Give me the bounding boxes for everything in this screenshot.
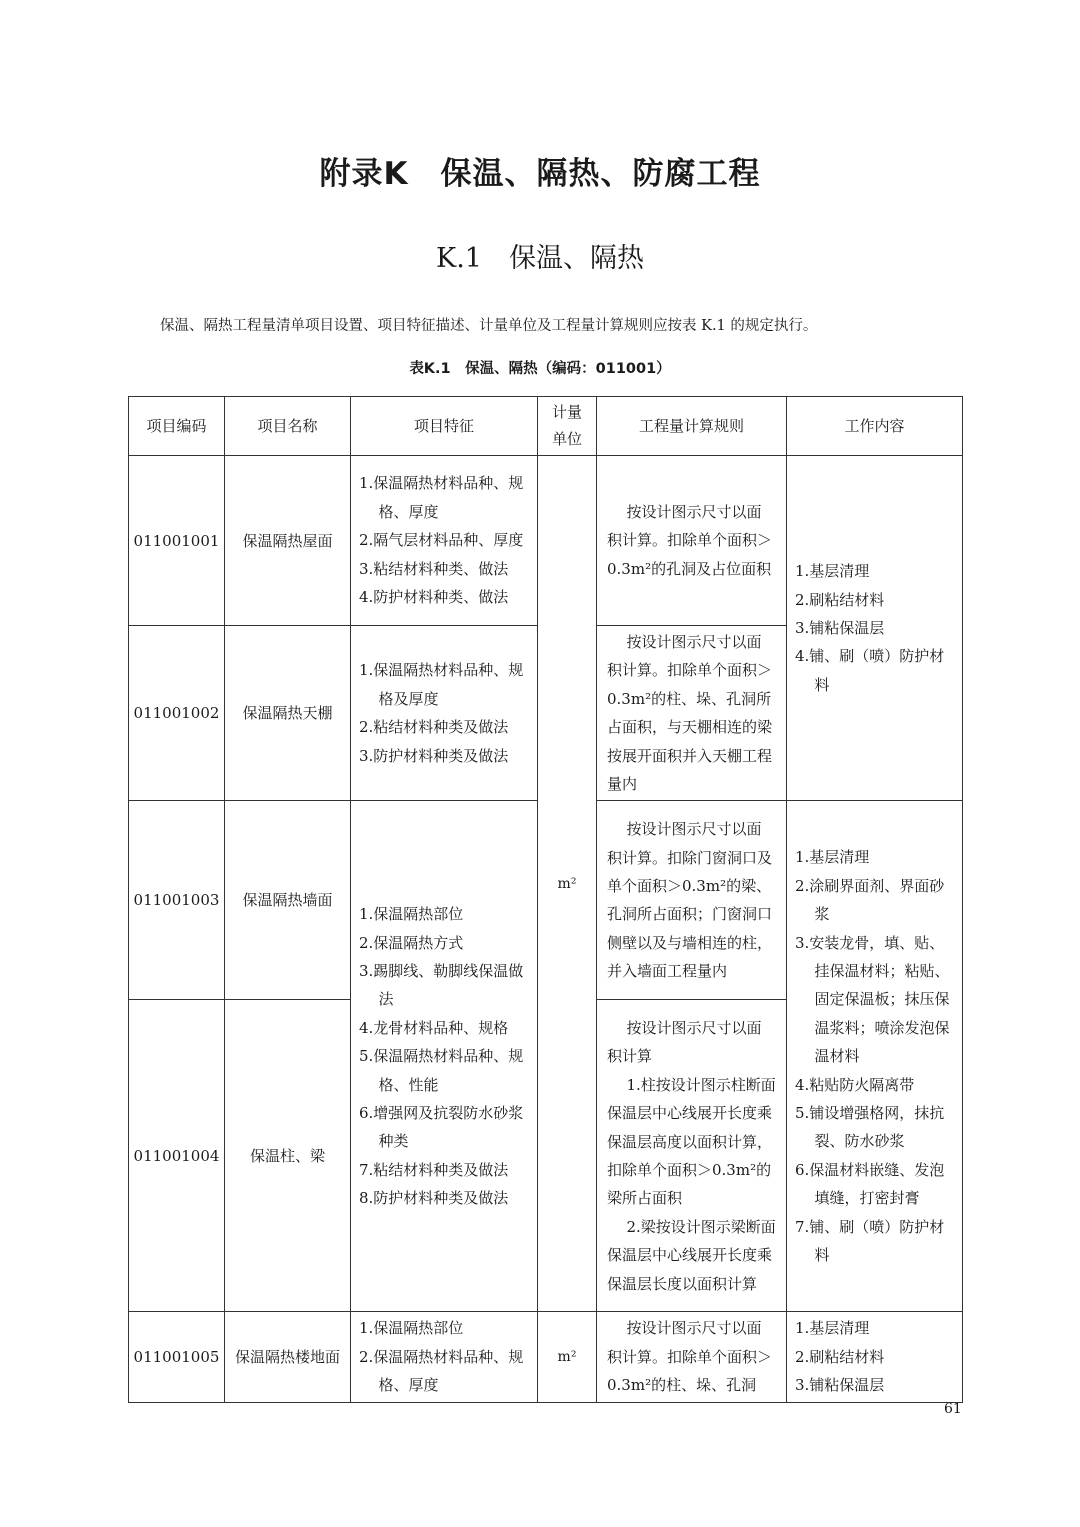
quantity-table [128, 396, 963, 1403]
work-line: 1.基层清理 [795, 848, 870, 867]
item-features [351, 456, 538, 626]
header-unit [538, 397, 597, 456]
feature-line: 1.保温隔热部位 [359, 905, 464, 924]
header-rule: 工程量计算规则 [597, 397, 787, 456]
rule-text: 2.梁按设计图示梁断面保温层中心线展开长度乘保温层长度以面积计算 [607, 1217, 776, 1293]
item-code: 011001001 [129, 456, 225, 626]
unit-cell: m² [538, 456, 597, 1312]
feature-line: 3.粘结材料种类、做法 [359, 559, 509, 578]
work-line: 7.铺、刷（喷）防护材料 [795, 1217, 945, 1265]
feature-line: 6.增强网及抗裂防水砂浆种类 [359, 1104, 524, 1151]
rule-text: 按设计图示尺寸以面积计算。扣除门窗洞口及单个面积＞0.3m²的梁、孔洞所占面积；门窗洞口侧壁以及与墙相连的柱，并入墙面工程量内 [607, 820, 773, 981]
rule-text: 按设计图示尺寸以面积计算。扣除单个面积＞0.3m²的孔洞及占位面积 [607, 502, 773, 578]
header-work: 工作内容 [787, 397, 963, 456]
table-row [129, 456, 963, 626]
work-line: 4.粘贴防火隔离带 [795, 1075, 915, 1094]
feature-line: 2.粘结材料种类及做法 [359, 718, 509, 737]
work-line: 6.保温材料嵌缝、发泡填缝，打密封膏 [795, 1160, 945, 1208]
calc-rule [597, 456, 787, 626]
feature-line: 4.龙骨材料品种、规格 [359, 1018, 509, 1037]
feature-line: 3.防护材料种类及做法 [359, 746, 509, 765]
work-line: 3.铺粘保温层 [795, 619, 885, 638]
item-code: 011001003 [129, 801, 225, 1000]
work-line: 4.铺、刷（喷）防护材料 [795, 647, 945, 694]
work-line: 3.铺粘保温层 [795, 1376, 885, 1395]
feature-line: 1.保温隔热材料品种、规格、厚度 [359, 474, 524, 521]
feature-line: 4.防护材料种类、做法 [359, 588, 509, 607]
rule-text: 按设计图示尺寸以面积计算 [607, 1018, 762, 1066]
work-line: 1.基层清理 [795, 562, 870, 581]
rule-text: 按设计图示尺寸以面积计算。扣除单个面积＞0.3m²的柱、垛、孔洞所占面积，与天棚相连的梁按展开面积并入天棚工程量内 [607, 633, 773, 794]
work-content [787, 801, 963, 1312]
header-features: 项目特征 [351, 397, 538, 456]
calc-rule [597, 1000, 787, 1312]
work-line: 2.涂刷界面剂、界面砂浆 [795, 876, 945, 924]
work-line: 2.刷粘结材料 [795, 1347, 885, 1366]
feature-line: 8.防护材料种类及做法 [359, 1189, 509, 1208]
item-name: 保温柱、梁 [225, 1000, 351, 1312]
calc-rule [597, 1312, 787, 1402]
table-caption: 表K.1 保温、隔热（编码：011001） [409, 361, 671, 377]
feature-line: 7.粘结材料种类及做法 [359, 1160, 509, 1179]
feature-line: 1.保温隔热部位 [359, 1319, 464, 1338]
item-features [351, 626, 538, 801]
table-header-row [129, 397, 963, 456]
appendix-title: 附录K 保温、隔热、防腐工程 [319, 156, 761, 192]
work-content [787, 1312, 963, 1402]
item-features [351, 1312, 538, 1402]
intro-paragraph: 保温、隔热工程量清单项目设置、项目特征描述、计量单位及工程量计算规则应按表 K.1 的规定执行。 [160, 318, 818, 334]
feature-line: 2.保温隔热材料品种、规格、厚度 [359, 1347, 524, 1395]
feature-line: 2.保温隔热方式 [359, 933, 464, 952]
header-unit-line2: 单位 [551, 430, 582, 448]
item-name: 保温隔热屋面 [225, 456, 351, 626]
header-name: 项目名称 [225, 397, 351, 456]
unit-cell: m² [538, 1312, 597, 1402]
work-line: 2.刷粘结材料 [795, 590, 885, 609]
header-unit-line1: 计量 [551, 403, 582, 421]
item-name: 保温隔热楼地面 [225, 1312, 351, 1402]
feature-line: 5.保温隔热材料品种、规格、性能 [359, 1047, 524, 1094]
work-line: 5.铺设增强格网，抹抗裂、防水砂浆 [795, 1104, 945, 1151]
feature-line: 2.隔气层材料品种、厚度 [359, 531, 524, 550]
table-row [129, 1312, 963, 1402]
section-title: K.1 保温、隔热 [436, 243, 644, 274]
item-code: 011001004 [129, 1000, 225, 1312]
item-features [351, 801, 538, 1312]
work-content [787, 456, 963, 801]
feature-line: 3.踢脚线、勒脚线保温做法 [359, 962, 524, 1009]
work-line: 3.安装龙骨，填、贴、挂保温材料；粘贴、固定保温板；抹压保温浆料；喷涂发泡保温材料 [795, 933, 950, 1066]
calc-rule [597, 801, 787, 1000]
item-code: 011001005 [129, 1312, 225, 1402]
item-code: 011001002 [129, 626, 225, 801]
item-name: 保温隔热墙面 [225, 801, 351, 1000]
calc-rule [597, 626, 787, 801]
work-line: 1.基层清理 [795, 1319, 870, 1338]
feature-line: 1.保温隔热材料品种、规格及厚度 [359, 661, 524, 708]
rule-text: 按设计图示尺寸以面积计算。扣除单个面积＞0.3m²的柱、垛、孔洞 [607, 1319, 773, 1395]
item-name: 保温隔热天棚 [225, 626, 351, 801]
header-code: 项目编码 [129, 397, 225, 456]
rule-text: 1.柱按设计图示柱断面保温层中心线展开长度乘保温层高度以面积计算，扣除单个面积＞0.3m²的梁所占面积 [607, 1075, 776, 1208]
page-number: 61 [944, 1401, 962, 1417]
